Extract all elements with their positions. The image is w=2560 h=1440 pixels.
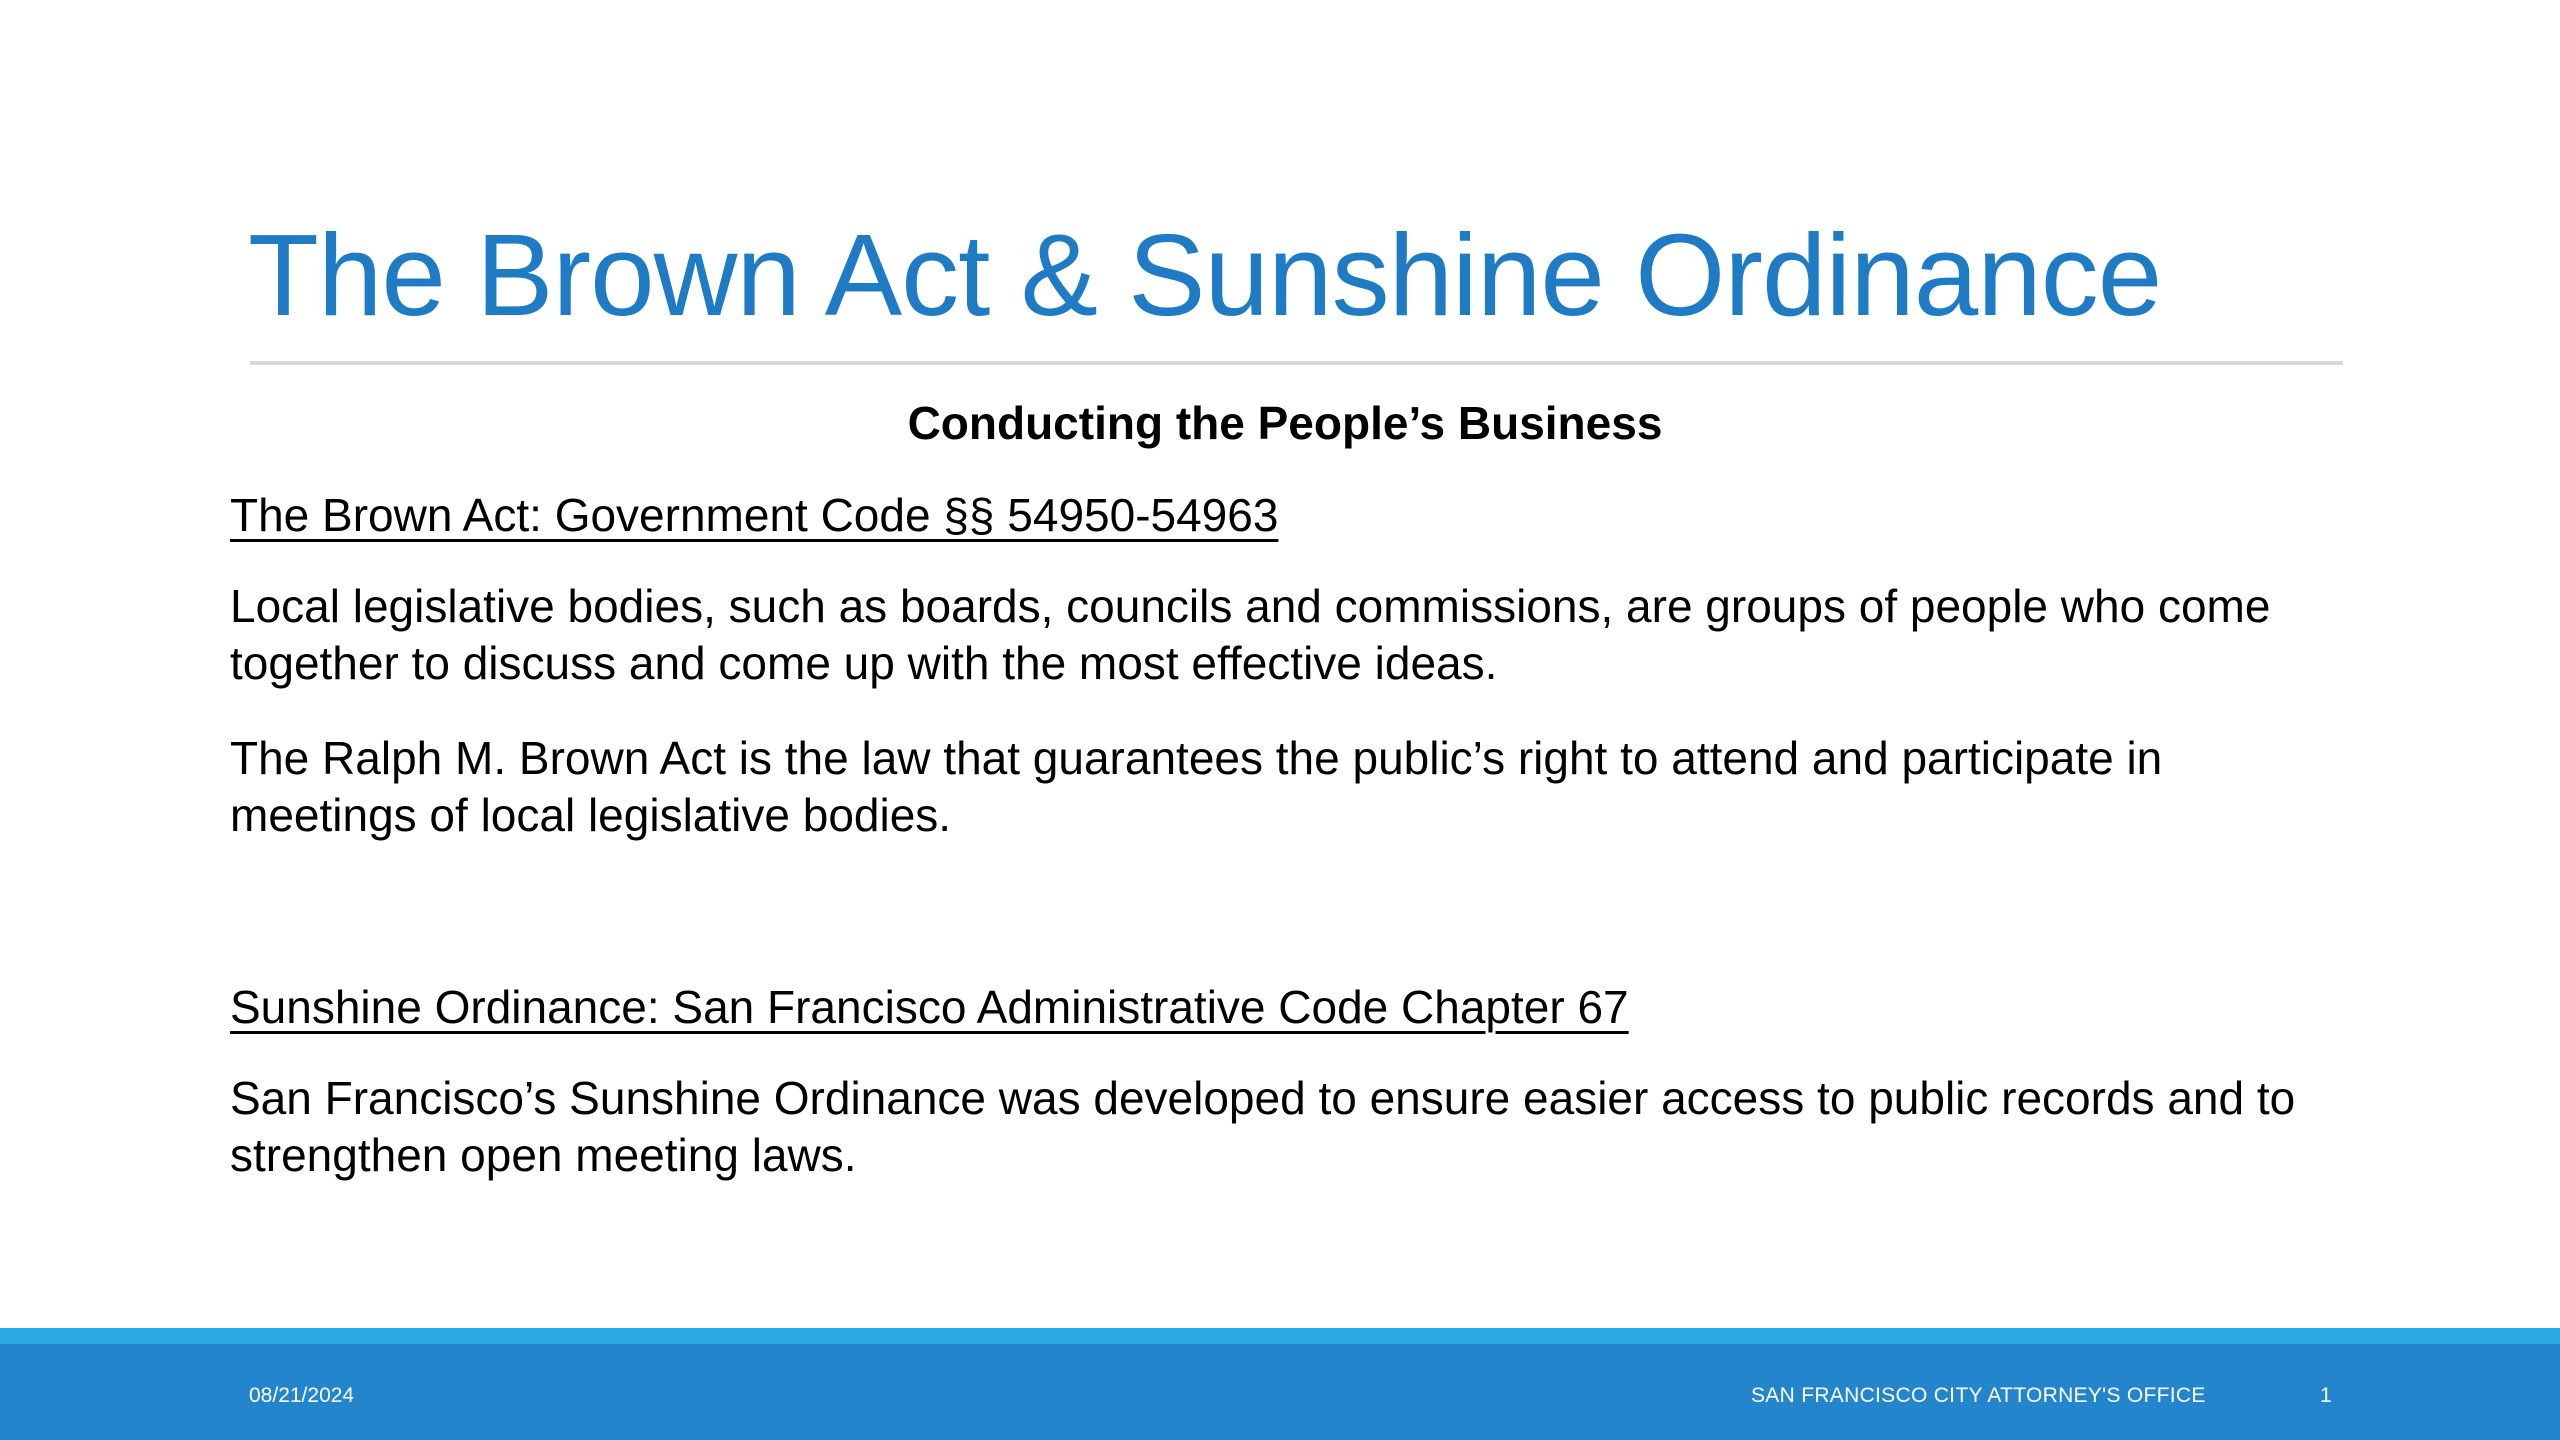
- footer-date: 08/21/2024: [249, 1384, 355, 1407]
- footer-page-number: 1: [2320, 1384, 2332, 1407]
- footer-accent-stripe: [0, 1328, 2560, 1344]
- footer-office-name: SAN FRANCISCO CITY ATTORNEY'S OFFICE: [1751, 1384, 2206, 1407]
- paragraph-legislative-bodies: Local legislative bodies, such as boards, councils and commissions, are groups of people who come together to discuss and come up with the most effective ideas.: [230, 580, 2271, 689]
- slide-title: The Brown Act & Sunshine Ordinance: [248, 210, 2162, 340]
- slide-body: [230, 392, 2340, 1222]
- paragraph-sunshine-ordinance: San Francisco’s Sunshine Ordinance was developed to ensure easier access to public records and to strengthen open meeting laws.: [230, 1072, 2296, 1181]
- title-divider: [250, 361, 2343, 365]
- section-spacer: [230, 882, 2340, 976]
- slide-subtitle: Conducting the People’s Business: [907, 397, 1663, 449]
- section-heading-sunshine-ordinance: Sunshine Ordinance: San Francisco Administrative Code Chapter 67: [230, 981, 1629, 1033]
- paragraph-brown-act: The Ralph M. Brown Act is the law that guarantees the public’s right to attend and participate in meetings of local legislative bodies.: [230, 732, 2163, 841]
- section-heading-brown-act: The Brown Act: Government Code §§ 54950-54963: [230, 489, 1279, 541]
